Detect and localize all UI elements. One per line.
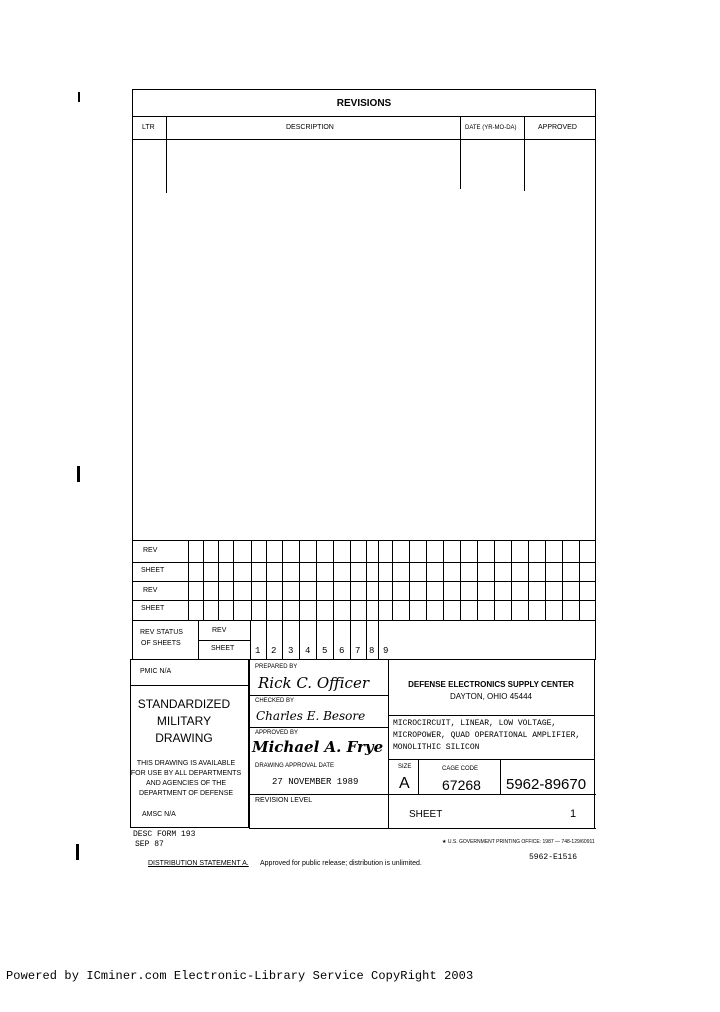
checked-by-label: CHECKED BY	[255, 698, 295, 704]
margin-mark	[78, 92, 80, 102]
availability-line: FOR USE BY ALL DEPARTMENTS	[130, 770, 242, 777]
availability-line: THIS DRAWING IS AVAILABLE	[136, 760, 236, 767]
std-title-line: STANDARDIZED	[137, 697, 231, 711]
revisions-table	[132, 89, 596, 541]
cage-code-value: 67268	[442, 777, 481, 793]
gpo-notice: ★ U.S. GOVERNMENT PRINTING OFFICE: 1987 — 748-129/60911	[442, 839, 595, 845]
powered-by-banner: Powered by ICminer.com Electronic-Library Service CopyRight 2003	[6, 969, 474, 983]
sheet-number: 6	[339, 646, 345, 656]
col-description-header: DESCRIPTION	[286, 124, 334, 131]
col-approved-header: APPROVED	[538, 124, 577, 131]
sheet-number: 5	[322, 646, 328, 656]
pmic-label: PMIC N/A	[140, 668, 172, 675]
approval-date: 27 NOVEMBER 1989	[272, 777, 359, 787]
col-ltr-header: LTR	[142, 124, 155, 131]
sheet-row-label: SHEET	[141, 605, 165, 612]
agency-city: DAYTON, OHIO 45444	[450, 692, 532, 701]
sheet-number: 7	[355, 646, 361, 656]
size-label: SIZE	[398, 764, 412, 770]
approved-signature: Michael A. Frye	[252, 738, 384, 756]
description-line: MICROCIRCUIT, LINEAR, LOW VOLTAGE,	[393, 719, 557, 728]
doc-code: 5962-E1516	[529, 853, 578, 862]
size-value: A	[399, 775, 410, 792]
sheet-row-label: SHEET	[141, 567, 165, 574]
sheet-value: 1	[570, 808, 577, 820]
rev-status-label: REV STATUS	[140, 629, 183, 636]
cage-code-label: CAGE CODE	[442, 766, 479, 772]
margin-mark	[77, 466, 80, 482]
sheet-label: SHEET	[409, 809, 443, 820]
col-date-header: DATE (YR-MO-DA)	[465, 125, 517, 131]
status-rev-label: REV	[212, 627, 227, 634]
approval-date-label: DRAWING APPROVAL DATE	[255, 763, 335, 769]
amsc-label: AMSC N/A	[142, 811, 176, 818]
checked-signature: Charles E. Besore	[256, 709, 366, 723]
std-title-line: MILITARY	[156, 714, 212, 728]
status-sheet-label: SHEET	[211, 645, 235, 652]
description-line: MONOLITHIC SILICON	[393, 743, 480, 752]
distribution-statement-label: DISTRIBUTION STATEMENT A.	[148, 860, 249, 867]
availability-line: DEPARTMENT OF DEFENSE	[138, 790, 234, 797]
sheet-number: 9	[383, 646, 389, 656]
form-number: DESC FORM 193	[133, 830, 196, 839]
description-line: MICROPOWER, QUAD OPERATIONAL AMPLIFIER,	[393, 731, 581, 740]
std-title-line: DRAWING	[155, 731, 213, 745]
sheet-number: 2	[271, 646, 277, 656]
drawing-number: 5962-89670	[506, 776, 587, 793]
prepared-signature: Rick C. Officer	[258, 674, 369, 692]
prepared-by-label: PREPARED BY	[255, 664, 298, 670]
of-sheets-label: OF SHEETS	[141, 640, 181, 647]
rev-row-label: REV	[143, 587, 158, 594]
sheet-number: 8	[369, 646, 375, 656]
agency-name: DEFENSE ELECTRONICS SUPPLY CENTER	[408, 680, 574, 689]
distribution-statement-text: Approved for public release; distribution is unlimited.	[260, 860, 422, 867]
sheet-number: 1	[255, 646, 261, 656]
revisions-title: REVISIONS	[336, 98, 392, 109]
form-date: SEP 87	[135, 840, 164, 849]
availability-line: AND AGENCIES OF THE	[146, 780, 226, 787]
approved-by-label: APPROVED BY	[255, 730, 299, 736]
revision-level-label: REVISION LEVEL	[255, 797, 313, 804]
sheet-number: 3	[288, 646, 294, 656]
rev-row-label: REV	[143, 547, 158, 554]
margin-mark	[76, 844, 79, 860]
sheet-number: 4	[305, 646, 311, 656]
